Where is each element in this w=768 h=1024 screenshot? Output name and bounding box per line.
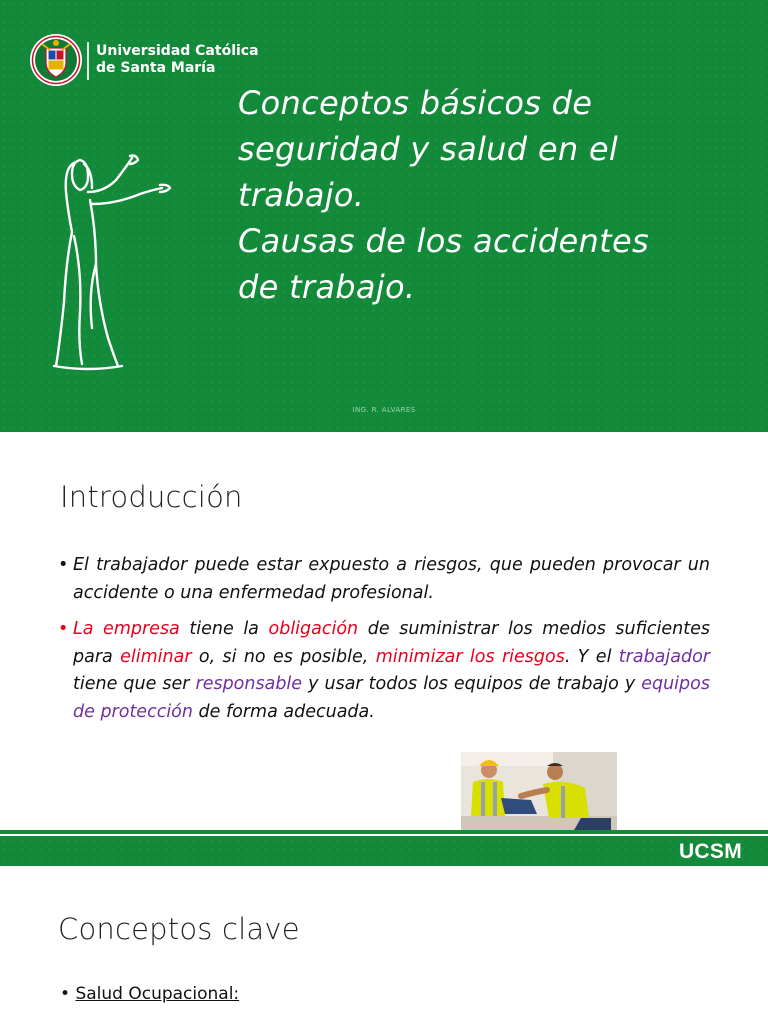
bullet-text-segment: tiene la — [179, 619, 269, 639]
slide-heading: Introducción — [60, 480, 243, 514]
title-slide — [0, 0, 768, 432]
bullet-dot: • — [58, 555, 69, 575]
bullet-text-segment: o, si no es posible, — [191, 646, 376, 667]
title-line-4: Causas de los accidentes — [238, 222, 649, 260]
highlight-obligacion: obligación — [268, 619, 359, 639]
bullet-item-1 — [58, 552, 710, 607]
highlight-minimizar-riesgos: minimizar los riesgos — [375, 646, 565, 667]
title-line-1: Conceptos básicos de — [238, 84, 593, 122]
highlight-equipos-proteccion: equipos de protección — [73, 674, 710, 722]
bullet-dot: • — [58, 619, 69, 639]
title-line-2: seguridad y salud en el — [238, 130, 619, 168]
bullet-text-segment: de suministrar los medios suficientes para — [73, 619, 711, 667]
bullet-text-segment: . Y el — [564, 646, 619, 667]
bullet-item-2 — [58, 616, 710, 726]
university-name — [96, 43, 259, 77]
university-name-line1: Universidad Católica — [96, 43, 259, 59]
highlight-la-empresa: La empresa — [73, 619, 180, 639]
key-concepts-slide — [0, 866, 768, 1024]
footer-bar — [0, 836, 768, 866]
title-line-5: de trabajo. — [238, 268, 416, 306]
bullet-text: El trabajador puede estar expuesto a riesgos, que pueden provocar un accidente o una enfermedad profesional. — [73, 555, 710, 603]
bullet-dot: • — [60, 984, 76, 1004]
highlight-eliminar: eliminar — [120, 646, 192, 667]
title-line-3: trabajo. — [238, 176, 365, 214]
bullet-text: Salud Ocupacional: — [75, 984, 240, 1004]
university-name-line2: de Santa María — [96, 60, 216, 76]
author-credit: ING. R. ALVARES — [352, 406, 416, 414]
footer-brand: UCSM — [678, 840, 742, 863]
footer-divider — [0, 830, 768, 834]
university-crest-icon — [28, 32, 84, 88]
bullet-item-1 — [60, 984, 239, 1004]
slide-title — [238, 80, 748, 310]
bullet-text-segment: y usar todos los equipos de trabajo y — [302, 674, 642, 694]
bullet-list — [58, 552, 710, 735]
highlight-responsable: responsable — [195, 674, 303, 694]
virgin-statue-icon — [52, 152, 178, 374]
introduction-slide — [0, 432, 768, 866]
bullet-text-segment: tiene que ser — [73, 674, 196, 694]
highlight-trabajador: trabajador — [618, 646, 711, 667]
slide-heading: Conceptos clave — [58, 912, 300, 946]
bullet-text-segment: de forma adecuada. — [192, 701, 375, 722]
workplace-injury-photo — [461, 752, 617, 832]
logo-divider — [87, 42, 89, 80]
